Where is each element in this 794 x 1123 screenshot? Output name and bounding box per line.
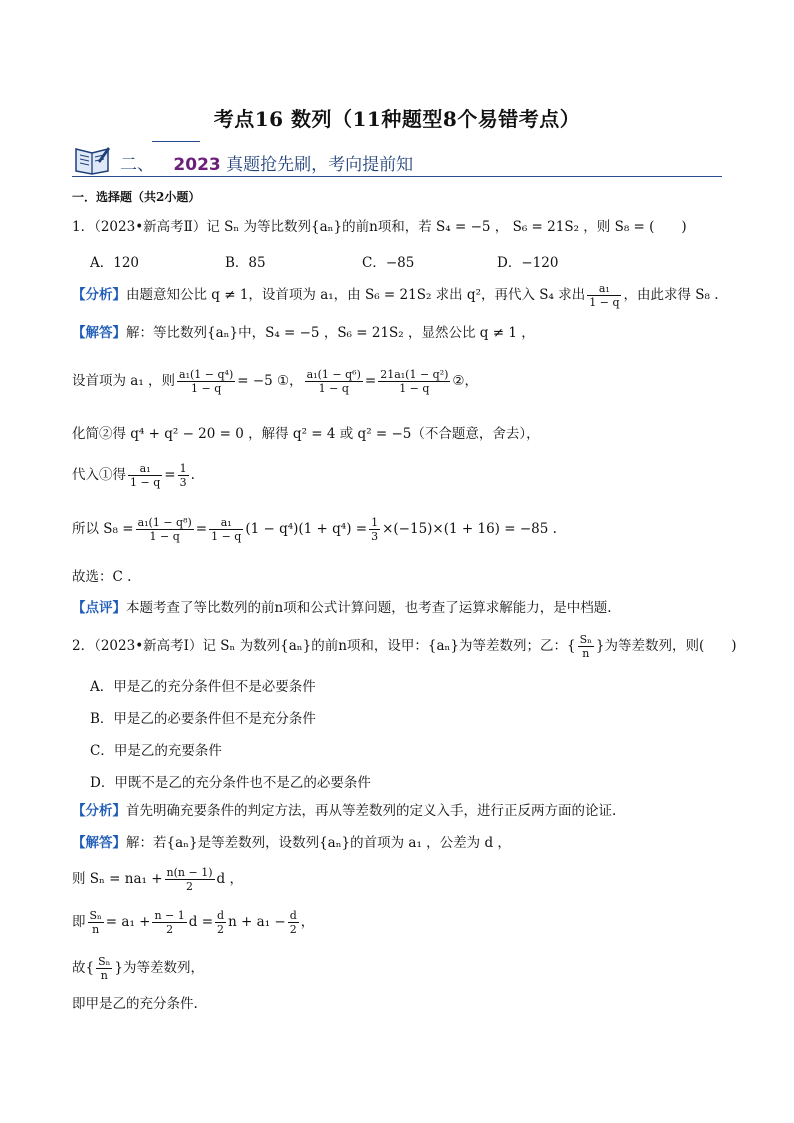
open-book-icon	[72, 143, 112, 175]
section-title: 真题抢先刷，考向提前知	[226, 155, 414, 175]
q1-option-b: B．85	[225, 255, 266, 271]
q1-solution-line-2: 设首项为 a₁ ，则 $\frac{\text{a₁(1 − q⁴)}}{1 - q}$ = −5 ①， $\frac{\text{a₁(1 − q⁶)}}{1 - q}$ = $\frac{\text{21a₁(1 − q²)}}{1 - q}$ ②，	[72, 368, 479, 395]
section-number: 二、	[120, 155, 154, 175]
analysis-tag: 【分析】	[72, 287, 126, 303]
section-rule	[72, 176, 722, 177]
part-heading: 一．选择题（共2小题）	[72, 190, 201, 204]
q2-solution-line-5: 即甲是乙的充分条件.	[72, 996, 198, 1012]
q2-solution-line-4: 故{ $\frac{\text{Sₙ}}{n}$ }为等差数列，	[72, 955, 204, 982]
analysis-text: 由题意知公比 q ≠ 1，设首项为 a₁，由 S₆ = 21S₂ 求出 q²，再代入 S₄ 求出	[126, 287, 586, 303]
q2-solution-line-1: 【解答】解：若{aₙ}是等差数列，设数列{aₙ}的首项为 a₁ ，公差为 d ，	[72, 835, 511, 851]
q1-option-d: D．−120	[497, 255, 559, 271]
q1-stem: 1．（2023•新高考Ⅱ）记 Sₙ 为等比数列{aₙ}的前n项和，若 S₄ = −5 ， S₆ = 21S₂ ，则 S₈ = ( )	[72, 219, 687, 235]
q1-comment: 【点评】本题考查了等比数列的前n项和公式计算问题，也考查了运算求解能力，是中档题.	[72, 600, 612, 616]
q1-analysis: 【分析】由题意知公比 q ≠ 1，设首项为 a₁，由 S₆ = 21S₂ 求出 q²，再代入 S₄ 求出 $\frac{\text{a₁}}{1 - q}$ ，由此求得 S₈ .	[72, 282, 719, 309]
q2-option-b: B．甲是乙的必要条件但不是充分条件	[90, 711, 316, 727]
q2-solution-line-2: 则 Sₙ = na₁ + $\frac{n(n - 1)}{2}$ d ，	[72, 866, 243, 893]
q1-solution-line-3: 化简②得 q⁴ + q² − 20 = 0 ，解得 q² = 4 或 q² = −5（不合题意，舍去），	[72, 426, 540, 442]
fraction: $\frac{\text{a₁}}{1 - q}$	[589, 282, 620, 309]
section-heading	[120, 150, 413, 175]
comment-tag: 【点评】	[72, 600, 126, 616]
q2-option-a: A．甲是乙的充分条件但不是必要条件	[90, 679, 316, 695]
q2-analysis: 【分析】首先明确充要条件的判定方法，再从等差数列的定义入手，进行正反两方面的论证.	[72, 803, 617, 819]
q1-choice: 故选：C .	[72, 569, 132, 585]
q2-stem: 2．（2023•新高考Ⅰ）记 Sₙ 为数列{aₙ}的前n项和，设甲：{aₙ}为等差数列；乙：{ $\frac{\text{Sₙ}}{n}$ }为等差数列，则( )	[72, 633, 737, 660]
title-rule	[152, 141, 200, 142]
q1-option-c: C．−85	[362, 255, 415, 271]
q1-solution-line-5: 所以 S₈ = $\frac{\text{a₁(1 − q⁸)}}{1 - q}$ = $\frac{\text{a₁}}{1 - q}$ (1 − q⁴)(1 + q⁴) = $\frac{1}{3}$ ×(−15)×(1 + 16) = −85 .	[72, 516, 557, 543]
q1-option-a: A．120	[90, 255, 140, 271]
section-year: 2023	[173, 155, 221, 175]
page-title: 考点16 数列（11种题型8个易错考点）	[213, 107, 581, 131]
q1-solution-line-1: 【解答】解：等比数列{aₙ}中，S₄ = −5 ，S₆ = 21S₂ ，显然公比 q ≠ 1 ，	[72, 325, 535, 341]
answer-tag: 【解答】	[72, 325, 126, 341]
q1-solution-line-4: 代入①得 $\frac{\text{a₁}}{1 - q}$ = $\frac{1}{3}$ .	[72, 462, 195, 489]
q2-option-d: D．甲既不是乙的充分条件也不是乙的必要条件	[90, 775, 371, 791]
q2-solution-line-3: 即 $\frac{\text{Sₙ}}{n}$ = a₁ + $\frac{n - 1}{2}$ d = $\frac{d}{2}$ n + a₁ − $\frac{d}{2}$ ，	[72, 909, 315, 936]
q2-option-c: C．甲是乙的充要条件	[90, 743, 222, 759]
